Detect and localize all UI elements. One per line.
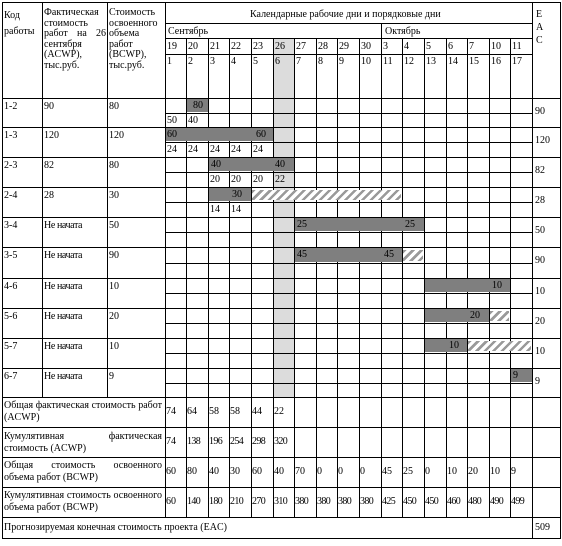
total-bcwp-value: 10 (447, 466, 457, 477)
grid-line (2, 487, 561, 488)
grid-line (165, 54, 533, 55)
grid-line (165, 142, 533, 143)
date-label: 20 (188, 41, 198, 52)
activity-eac: 9 (535, 376, 540, 387)
day-number: 17 (512, 56, 522, 67)
day-number: 12 (404, 56, 414, 67)
grid-line (165, 232, 533, 233)
day-number: 4 (231, 56, 236, 67)
daily-value: 24 (253, 144, 263, 155)
grid-line (2, 397, 561, 398)
activity-bcwp: 90 (109, 250, 119, 261)
activity-acwp: 120 (44, 130, 59, 141)
daily-value: 40 (188, 115, 198, 126)
grid-line (107, 2, 108, 398)
grid-line (165, 113, 533, 114)
date-label: 19 (167, 41, 177, 52)
grid-line (359, 38, 360, 518)
bar-label: 45 (384, 249, 394, 260)
date-label: 29 (339, 41, 349, 52)
date-label: 10 (491, 41, 501, 52)
bar-label: 40 (211, 159, 221, 170)
date-label: 23 (253, 41, 263, 52)
bar-label: 20 (470, 310, 480, 321)
grid-line (402, 38, 403, 518)
activity-bcwp: 10 (109, 281, 119, 292)
date-label: 4 (404, 41, 409, 52)
grid-line (381, 38, 382, 518)
day-number: 7 (296, 56, 301, 67)
activity-bcwp: 80 (109, 160, 119, 171)
total-acwp-value: 74 (166, 406, 176, 417)
grid-line (2, 368, 561, 369)
date-label: 11 (512, 41, 522, 52)
grid-line (2, 457, 561, 458)
activity-acwp: 90 (44, 101, 54, 112)
grid-line (165, 172, 533, 173)
activity-eac: 20 (535, 316, 545, 327)
grid-line (446, 38, 447, 518)
cum-bcwp-value: 425 (382, 496, 396, 507)
cum-bcwp-value: 60 (166, 496, 176, 507)
grid-line (560, 2, 561, 539)
daily-value: 24 (210, 144, 220, 155)
cum-bcwp-value: 380 (317, 496, 331, 507)
grid-line (2, 517, 561, 518)
cum-bcwp-value: 180 (209, 496, 223, 507)
cum-acwp-label: Кумулятивная фактическая стоимость (ACWP) (4, 431, 162, 454)
activity-acwp: Не начата (44, 220, 83, 231)
activity-eac: 82 (535, 165, 545, 176)
cum-bcwp-value: 450 (425, 496, 439, 507)
bar-label: 60 (256, 129, 266, 140)
total-bcwp-value: 0 (360, 466, 365, 477)
total-bcwp-value: 60 (166, 466, 176, 477)
acwp-header: Фактическая стоимость работ на 26 сентября (ACWP), тыс.руб. (44, 7, 106, 71)
activity-code: 5-6 (4, 311, 18, 322)
eac-header: Е А С (536, 9, 544, 46)
bar-label: 40 (275, 159, 285, 170)
date-label: 3 (383, 41, 388, 52)
grid-line (165, 38, 533, 39)
cum-bcwp-label: Кумулятивная стоимость освоенного объема работ (BCWP) (4, 490, 162, 513)
bar-label: 10 (449, 340, 459, 351)
grid-line (165, 202, 533, 203)
total-bcwp-value: 25 (403, 466, 413, 477)
code-header: Код работы (4, 10, 35, 37)
activity-code: 2-3 (4, 160, 18, 171)
date-label: 30 (361, 41, 371, 52)
grid-line (2, 127, 561, 128)
activity-code: 2-4 (4, 190, 18, 201)
activity-bcwp: 10 (109, 341, 119, 352)
total-bcwp-value: 40 (274, 466, 284, 477)
total-bcwp-value: 0 (425, 466, 430, 477)
total-bcwp-value: 0 (317, 466, 322, 477)
day-number: 1 (167, 56, 172, 67)
cum-acwp-value: 138 (187, 436, 201, 447)
date-label: 5 (426, 41, 431, 52)
total-bcwp-value: 45 (382, 466, 392, 477)
daily-value: 20 (210, 174, 220, 185)
cum-acwp-value: 196 (209, 436, 223, 447)
task-bar (425, 339, 467, 352)
activity-acwp: 28 (44, 190, 54, 201)
day-number: 15 (469, 56, 479, 67)
task-bar (209, 188, 251, 201)
total-bcwp-value: 80 (187, 466, 197, 477)
eac-label: Прогнозируемая конечная стоимость проекта (EAC) (4, 522, 227, 533)
remaining-bar (468, 341, 531, 351)
daily-value: 24 (167, 144, 177, 155)
grid-line (2, 2, 561, 3)
grid-line (2, 538, 561, 539)
bar-label: 25 (405, 219, 415, 230)
day-number: 3 (210, 56, 215, 67)
remaining-bar (252, 190, 401, 200)
grid-line (2, 2, 3, 539)
cum-bcwp-value: 480 (468, 496, 482, 507)
activity-code: 3-4 (4, 220, 18, 231)
total-bcwp-label: Общая стоимость освоенного объема работ (BCWP) (4, 460, 162, 483)
daily-value: 22 (275, 174, 285, 185)
activity-code: 1-2 (4, 101, 18, 112)
grid-line (424, 38, 425, 518)
daily-value: 14 (210, 204, 220, 215)
bar-label: 45 (297, 249, 307, 260)
grid-line (294, 38, 295, 518)
activity-bcwp: 50 (109, 220, 119, 231)
daily-value: 20 (253, 174, 263, 185)
activity-bcwp: 80 (109, 101, 119, 112)
cum-bcwp-value: 210 (230, 496, 244, 507)
date-label: 6 (448, 41, 453, 52)
activity-eac: 90 (535, 255, 545, 266)
bar-label: 80 (193, 100, 203, 111)
daily-value: 20 (231, 174, 241, 185)
total-acwp-value: 22 (274, 406, 284, 417)
activity-acwp: Не начата (44, 311, 83, 322)
cum-bcwp-value: 310 (274, 496, 288, 507)
total-bcwp-value: 20 (468, 466, 478, 477)
cum-bcwp-value: 270 (252, 496, 266, 507)
day-number: 13 (426, 56, 436, 67)
activity-eac: 28 (535, 195, 545, 206)
grid-line (165, 23, 533, 24)
day-number: 16 (491, 56, 501, 67)
grid-line (2, 187, 561, 188)
daily-value: 50 (167, 115, 177, 126)
grid-line (532, 2, 533, 539)
total-bcwp-value: 70 (295, 466, 305, 477)
cum-bcwp-value: 380 (338, 496, 352, 507)
grid-line (467, 38, 468, 518)
bar-label: 25 (297, 219, 307, 230)
activity-acwp: Не начата (44, 371, 83, 382)
grid-line (2, 247, 561, 248)
grid-line (165, 353, 533, 354)
bar-label: 10 (492, 280, 502, 291)
grid-line (165, 383, 533, 384)
cum-acwp-value: 254 (230, 436, 244, 447)
day-number: 6 (275, 56, 280, 67)
grid-line (2, 338, 561, 339)
daily-value: 14 (231, 204, 241, 215)
activity-acwp: Не начата (44, 281, 83, 292)
bar-label: 30 (232, 189, 242, 200)
day-number: 14 (448, 56, 458, 67)
date-label: 26 (275, 41, 285, 52)
activity-eac: 10 (535, 286, 545, 297)
bcwp-header: Стоимость освоенного объема работ (BCWP), тыс.руб. (109, 7, 158, 71)
day-number: 9 (339, 56, 344, 67)
activity-bcwp: 120 (109, 130, 124, 141)
activity-bcwp: 20 (109, 311, 119, 322)
activity-code: 5-7 (4, 341, 18, 352)
total-bcwp-value: 10 (490, 466, 500, 477)
daily-value: 24 (188, 144, 198, 155)
remaining-bar (403, 250, 423, 261)
total-acwp-label: Общая фактическая стоимость работ (ACWP) (4, 400, 162, 423)
grid-line (489, 38, 490, 518)
activity-bcwp: 9 (109, 371, 114, 382)
date-label: 28 (318, 41, 328, 52)
grid-line (316, 38, 317, 518)
grid-line (2, 427, 561, 428)
cum-bcwp-value: 499 (511, 496, 525, 507)
day-number: 11 (383, 56, 393, 67)
month-september: Сентябрь (168, 26, 209, 37)
activity-code: 6-7 (4, 371, 18, 382)
activity-acwp: Не начата (44, 250, 83, 261)
daily-value: 24 (231, 144, 241, 155)
month-october: Октябрь (385, 26, 421, 37)
eac-value: 509 (535, 522, 550, 533)
total-bcwp-value: 40 (209, 466, 219, 477)
cum-acwp-value: 74 (166, 436, 176, 447)
activity-acwp: Не начата (44, 341, 83, 352)
total-acwp-value: 64 (187, 406, 197, 417)
grid-line (337, 38, 338, 518)
total-acwp-value: 58 (209, 406, 219, 417)
bar-label: 9 (513, 370, 518, 381)
total-bcwp-value: 60 (252, 466, 262, 477)
day-number: 10 (361, 56, 371, 67)
grid-line (510, 38, 511, 518)
total-bcwp-value: 0 (338, 466, 343, 477)
day-number: 2 (188, 56, 193, 67)
grid-line (381, 23, 382, 39)
activity-eac: 50 (535, 225, 545, 236)
activity-eac: 10 (535, 346, 545, 357)
grid-line (165, 293, 533, 294)
activity-eac: 120 (535, 135, 550, 146)
grid-line (42, 2, 43, 398)
date-label: 21 (210, 41, 220, 52)
activity-code: 3-5 (4, 250, 18, 261)
grid-line (2, 217, 561, 218)
total-acwp-value: 44 (252, 406, 262, 417)
activity-acwp: 82 (44, 160, 54, 171)
date-label: 22 (231, 41, 241, 52)
activity-code: 1-3 (4, 130, 18, 141)
activity-eac: 90 (535, 106, 545, 117)
total-bcwp-value: 9 (511, 466, 516, 477)
cum-bcwp-value: 380 (360, 496, 374, 507)
remaining-bar (490, 311, 509, 321)
cum-acwp-value: 320 (274, 436, 288, 447)
cum-bcwp-value: 460 (447, 496, 461, 507)
grid-line (2, 98, 561, 99)
day-number: 8 (318, 56, 323, 67)
cum-bcwp-value: 380 (295, 496, 309, 507)
grid-line (165, 263, 533, 264)
day-number: 5 (253, 56, 258, 67)
total-bcwp-value: 30 (230, 466, 240, 477)
activity-code: 4-6 (4, 281, 18, 292)
date-label: 7 (469, 41, 474, 52)
total-acwp-value: 58 (230, 406, 240, 417)
cum-bcwp-value: 490 (490, 496, 504, 507)
cum-bcwp-value: 450 (403, 496, 417, 507)
calendar-header: Календарные рабочие дни и порядковые дни (250, 9, 441, 20)
date-label: 27 (296, 41, 306, 52)
grid-line (165, 323, 533, 324)
cum-bcwp-value: 140 (187, 496, 201, 507)
activity-bcwp: 30 (109, 190, 119, 201)
bar-label: 60 (167, 129, 177, 140)
cum-acwp-value: 298 (252, 436, 266, 447)
